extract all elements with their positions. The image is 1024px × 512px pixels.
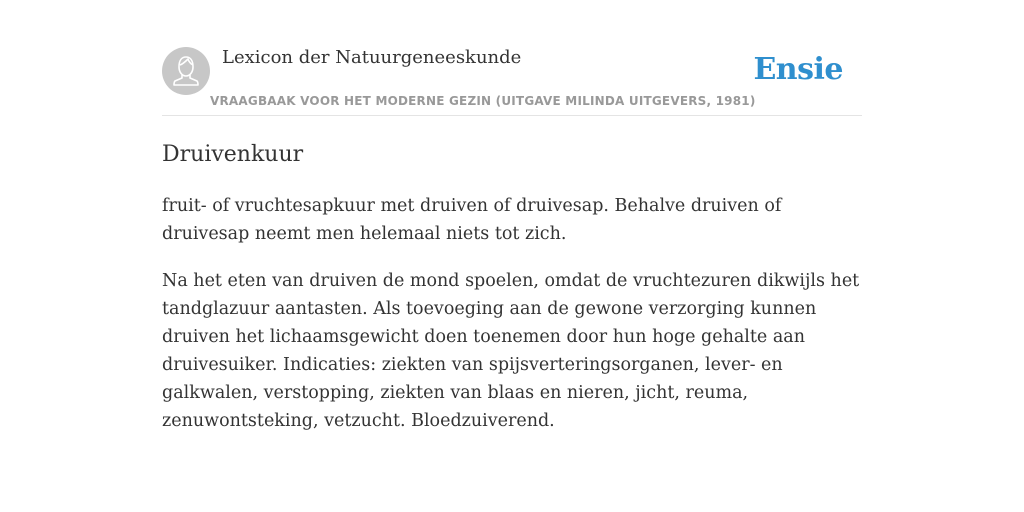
entry-title: Druivenkuur [162,142,304,167]
user-avatar-icon[interactable] [162,47,210,95]
ensie-logo[interactable]: Ensie [753,52,843,87]
entry-body [162,192,862,454]
entry-paragraph: Na het eten van druiven de mond spoelen, omdat de vruchtezuren dikwijls het tandglazuur aantasten. Als toevoeging aan de gewone verzorging kunnen druiven het lichaamsgewicht doen toenemen door hun hoge gehalte aan druivesuiker. Indicaties: ziekten van spijsverteringsorganen, lever- en galkwalen, verstopping, ziekten van blaas en nieren, jicht, reuma, zenuwontsteking, vetzucht. Bloedzuiverend. [162,271,860,431]
source-subtitle: VRAAGBAAK VOOR HET MODERNE GEZIN (UITGAVE MILINDA UITGEVERS, 1981) [210,94,756,108]
entry-paragraph: fruit- of vruchtesapkuur met druiven of druivesap. Behalve druiven of druivesap neemt men helemaal niets tot zich. [162,196,782,244]
entry-card [162,0,862,512]
header-divider [162,115,862,116]
source-title-link[interactable]: Lexicon der Natuurgeneeskunde [222,47,522,68]
